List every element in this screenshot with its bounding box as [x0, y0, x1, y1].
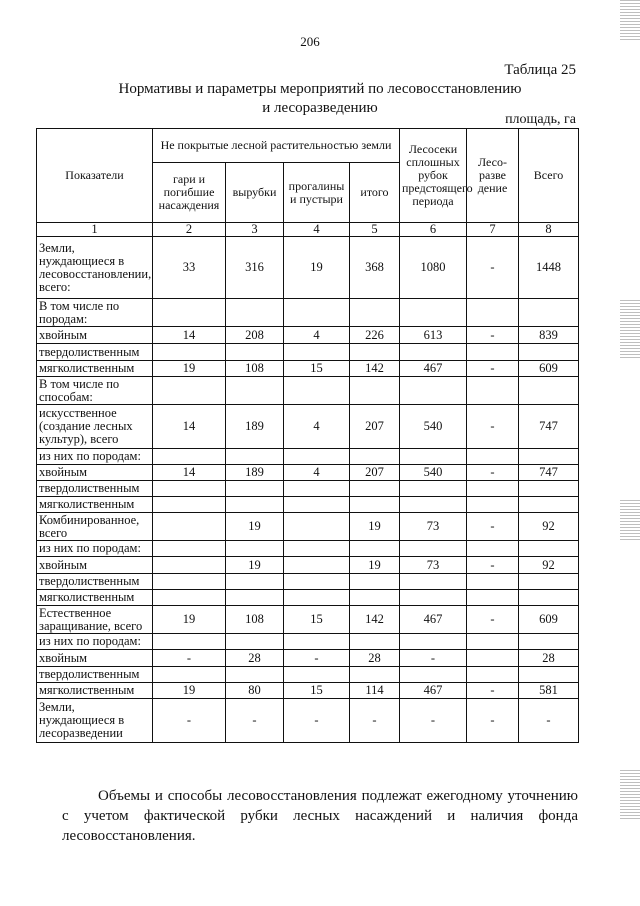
- table-cell: -: [226, 699, 284, 743]
- table-cell: 14: [153, 327, 226, 344]
- table-cell: [400, 590, 467, 606]
- table-cell: [153, 481, 226, 497]
- table-cell: -: [284, 699, 350, 743]
- row-label: твердолиственным: [37, 344, 153, 361]
- table-cell: 114: [350, 683, 400, 699]
- table-cell: [153, 344, 226, 361]
- table-cell: [153, 299, 226, 327]
- table-cell: [153, 557, 226, 574]
- table-cell: -: [467, 683, 519, 699]
- table-cell: [519, 634, 579, 650]
- table-cell: [467, 541, 519, 557]
- table-row: [37, 667, 579, 683]
- table-cell: [467, 634, 519, 650]
- table-cell: [226, 449, 284, 465]
- table-cell: 142: [350, 606, 400, 634]
- table-cell: 747: [519, 465, 579, 481]
- table-cell: [284, 377, 350, 405]
- table-cell: [350, 574, 400, 590]
- table-cell: [350, 449, 400, 465]
- table-cell: -: [153, 699, 226, 743]
- row-label: Комбинированное, всего: [37, 513, 153, 541]
- table-cell: -: [350, 699, 400, 743]
- table-cell: [350, 299, 400, 327]
- header-uncovered-lands: Не покрытые лесной растительностью земли: [153, 129, 400, 163]
- row-label: Земли, нуждающиеся в лесовосстановлении, всего:: [37, 237, 153, 299]
- table-cell: [226, 497, 284, 513]
- table-cell: [226, 634, 284, 650]
- table-cell: 28: [350, 650, 400, 667]
- table-cell: 19: [153, 606, 226, 634]
- table-cell: [519, 541, 579, 557]
- table-cell: 19: [350, 513, 400, 541]
- table-cell: [284, 513, 350, 541]
- table-cell: 609: [519, 361, 579, 377]
- table-cell: -: [519, 699, 579, 743]
- row-label: В том числе по способам:: [37, 377, 153, 405]
- row-label: мягколиственным: [37, 683, 153, 699]
- table-cell: [284, 634, 350, 650]
- table-cell: [467, 299, 519, 327]
- table-cell: [519, 497, 579, 513]
- table-cell: 33: [153, 237, 226, 299]
- table-cell: [400, 299, 467, 327]
- header-felling: вырубки: [226, 163, 284, 223]
- table-cell: [400, 481, 467, 497]
- table-cell: 14: [153, 405, 226, 449]
- table-cell: -: [467, 405, 519, 449]
- note-paragraph: Объемы и способы лесовосстановления подлежат ежегодному уточнению с учетом фактической рубки лесных насаждений и наличия фонда лесовосстановления.: [62, 788, 578, 844]
- table-row: [37, 327, 579, 344]
- table-cell: 142: [350, 361, 400, 377]
- column-number: 1: [37, 223, 153, 237]
- column-number: 2: [153, 223, 226, 237]
- table-cell: 19: [284, 237, 350, 299]
- table-row: [37, 590, 579, 606]
- table-cell: -: [467, 237, 519, 299]
- row-label: твердолиственным: [37, 481, 153, 497]
- table-cell: [153, 541, 226, 557]
- table-cell: [226, 299, 284, 327]
- table-cell: 208: [226, 327, 284, 344]
- table-cell: 14: [153, 465, 226, 481]
- table-cell: [284, 481, 350, 497]
- table-cell: [226, 574, 284, 590]
- table-cell: [467, 590, 519, 606]
- column-number: 4: [284, 223, 350, 237]
- table-label: Таблица 25: [504, 62, 576, 78]
- table-cell: [226, 377, 284, 405]
- title-line-2: и лесоразведению: [262, 100, 378, 116]
- table-cell: [284, 497, 350, 513]
- column-number: 6: [400, 223, 467, 237]
- column-number-row: [37, 223, 579, 237]
- table-cell: [519, 377, 579, 405]
- table-cell: -: [467, 557, 519, 574]
- table-row: [37, 377, 579, 405]
- scan-edge-artifact: [620, 0, 640, 40]
- table-cell: [467, 650, 519, 667]
- row-label: В том числе по породам:: [37, 299, 153, 327]
- table-cell: 80: [226, 683, 284, 699]
- table-row: [37, 449, 579, 465]
- header-burned: гари и погибшие насаждения: [153, 163, 226, 223]
- table-cell: [400, 667, 467, 683]
- table-body: [37, 237, 579, 743]
- table-cell: [400, 377, 467, 405]
- table-cell: [350, 481, 400, 497]
- table-row: [37, 299, 579, 327]
- table-cell: [153, 449, 226, 465]
- table-row: [37, 237, 579, 299]
- table-cell: 747: [519, 405, 579, 449]
- table-cell: 1448: [519, 237, 579, 299]
- row-label: мягколиственным: [37, 590, 153, 606]
- header-afforestation: Лесо-разве дение: [467, 129, 519, 223]
- table-cell: [153, 497, 226, 513]
- row-label: твердолиственным: [37, 574, 153, 590]
- table-cell: [153, 667, 226, 683]
- row-label: Земли, нуждающиеся в лесоразведении: [37, 699, 153, 743]
- table-row: [37, 606, 579, 634]
- column-number: 8: [519, 223, 579, 237]
- table-cell: 4: [284, 405, 350, 449]
- table-cell: 28: [226, 650, 284, 667]
- table-row: [37, 344, 579, 361]
- table-cell: [153, 590, 226, 606]
- table-cell: 467: [400, 606, 467, 634]
- table-cell: 613: [400, 327, 467, 344]
- table-cell: [284, 449, 350, 465]
- page-number: 206: [300, 34, 320, 49]
- unit-label: площадь, га: [505, 112, 576, 127]
- header-glades: прогалины и пустыри: [284, 163, 350, 223]
- row-label: из них по породам:: [37, 634, 153, 650]
- norms-table: [36, 128, 579, 743]
- table-cell: [284, 541, 350, 557]
- table-cell: [284, 557, 350, 574]
- table-cell: [284, 667, 350, 683]
- table-cell: 15: [284, 606, 350, 634]
- table-cell: 19: [153, 683, 226, 699]
- table-cell: [519, 344, 579, 361]
- table-cell: [400, 541, 467, 557]
- table-cell: 19: [350, 557, 400, 574]
- table-cell: 207: [350, 465, 400, 481]
- table-cell: 19: [226, 557, 284, 574]
- table-cell: -: [467, 465, 519, 481]
- table-cell: 467: [400, 683, 467, 699]
- table-cell: 609: [519, 606, 579, 634]
- row-label: твердолиственным: [37, 667, 153, 683]
- row-label: хвойным: [37, 327, 153, 344]
- table-cell: [467, 574, 519, 590]
- row-label: мягколиственным: [37, 497, 153, 513]
- table-cell: [226, 541, 284, 557]
- table-cell: [350, 634, 400, 650]
- table-cell: [226, 344, 284, 361]
- table-row: [37, 683, 579, 699]
- table-cell: [226, 590, 284, 606]
- table-cell: [350, 377, 400, 405]
- table-cell: -: [467, 361, 519, 377]
- table-cell: [467, 344, 519, 361]
- table-cell: 108: [226, 606, 284, 634]
- table-cell: [519, 299, 579, 327]
- table-cell: [350, 590, 400, 606]
- row-label: Естественное заращивание, всего: [37, 606, 153, 634]
- table-cell: 15: [284, 361, 350, 377]
- table-row: [37, 699, 579, 743]
- row-label: хвойным: [37, 557, 153, 574]
- table-cell: [153, 634, 226, 650]
- scan-edge-artifact: [620, 500, 640, 540]
- column-number: 5: [350, 223, 400, 237]
- table-row: [37, 513, 579, 541]
- table-cell: [153, 574, 226, 590]
- table-cell: 15: [284, 683, 350, 699]
- table-cell: 581: [519, 683, 579, 699]
- table-row: [37, 481, 579, 497]
- table-cell: 19: [153, 361, 226, 377]
- header-subtotal: итого: [350, 163, 400, 223]
- scan-edge-artifact: [620, 300, 640, 360]
- table-cell: [350, 497, 400, 513]
- table-cell: [350, 667, 400, 683]
- table-row: [37, 405, 579, 449]
- table-cell: 92: [519, 513, 579, 541]
- table-cell: 19: [226, 513, 284, 541]
- table-row: [37, 361, 579, 377]
- table-cell: 73: [400, 513, 467, 541]
- table-cell: 368: [350, 237, 400, 299]
- table-cell: [467, 481, 519, 497]
- table-row: [37, 541, 579, 557]
- table-row: [37, 557, 579, 574]
- table-cell: 207: [350, 405, 400, 449]
- table-cell: [400, 497, 467, 513]
- table-cell: -: [153, 650, 226, 667]
- table-cell: [284, 344, 350, 361]
- table-cell: [153, 377, 226, 405]
- table-cell: [467, 377, 519, 405]
- table-cell: [284, 299, 350, 327]
- table-cell: [519, 481, 579, 497]
- table-cell: 839: [519, 327, 579, 344]
- row-label: хвойным: [37, 465, 153, 481]
- row-label: из них по породам:: [37, 541, 153, 557]
- table-row: [37, 634, 579, 650]
- table-cell: 467: [400, 361, 467, 377]
- column-number: 7: [467, 223, 519, 237]
- table-cell: [400, 574, 467, 590]
- title-line-1: Нормативы и параметры мероприятий по лесовосстановлению: [118, 81, 522, 97]
- row-label: искусственное (создание лесных культур), всего: [37, 405, 153, 449]
- table-row: [37, 574, 579, 590]
- scan-edge-artifact: [620, 770, 640, 820]
- table-cell: 189: [226, 465, 284, 481]
- table-cell: 108: [226, 361, 284, 377]
- column-number: 3: [226, 223, 284, 237]
- table-cell: 4: [284, 465, 350, 481]
- table-cell: -: [467, 699, 519, 743]
- table-cell: [519, 574, 579, 590]
- row-label: из них по породам:: [37, 449, 153, 465]
- table-title: [60, 80, 580, 118]
- table-cell: [400, 449, 467, 465]
- table-cell: 540: [400, 465, 467, 481]
- row-label: мягколиственным: [37, 361, 153, 377]
- table-cell: [350, 541, 400, 557]
- table-cell: [350, 344, 400, 361]
- table-cell: 73: [400, 557, 467, 574]
- table-cell: -: [284, 650, 350, 667]
- table-cell: [467, 449, 519, 465]
- table-cell: 540: [400, 405, 467, 449]
- table-cell: [467, 667, 519, 683]
- table-row: [37, 465, 579, 481]
- table-row: [37, 497, 579, 513]
- table-cell: 316: [226, 237, 284, 299]
- table-cell: [284, 590, 350, 606]
- row-label: хвойным: [37, 650, 153, 667]
- table-cell: 189: [226, 405, 284, 449]
- table-cell: -: [467, 513, 519, 541]
- table-cell: [519, 667, 579, 683]
- header-total: Всего: [519, 129, 579, 223]
- table-cell: 1080: [400, 237, 467, 299]
- table-cell: 226: [350, 327, 400, 344]
- table-cell: [519, 590, 579, 606]
- table-row: [37, 650, 579, 667]
- header-indicator: Показатели: [37, 129, 153, 223]
- table-cell: -: [400, 699, 467, 743]
- table-cell: [226, 667, 284, 683]
- header-clearcut: Лесосеки сплошных рубок предстоящего периода: [400, 129, 467, 223]
- table-cell: [153, 513, 226, 541]
- table-cell: [519, 449, 579, 465]
- table-cell: [226, 481, 284, 497]
- table-cell: [467, 497, 519, 513]
- table-cell: -: [467, 606, 519, 634]
- table-cell: 28: [519, 650, 579, 667]
- table-cell: [400, 344, 467, 361]
- table-cell: [400, 634, 467, 650]
- table-cell: -: [467, 327, 519, 344]
- table-cell: 92: [519, 557, 579, 574]
- table-cell: -: [400, 650, 467, 667]
- table-cell: 4: [284, 327, 350, 344]
- table-cell: [284, 574, 350, 590]
